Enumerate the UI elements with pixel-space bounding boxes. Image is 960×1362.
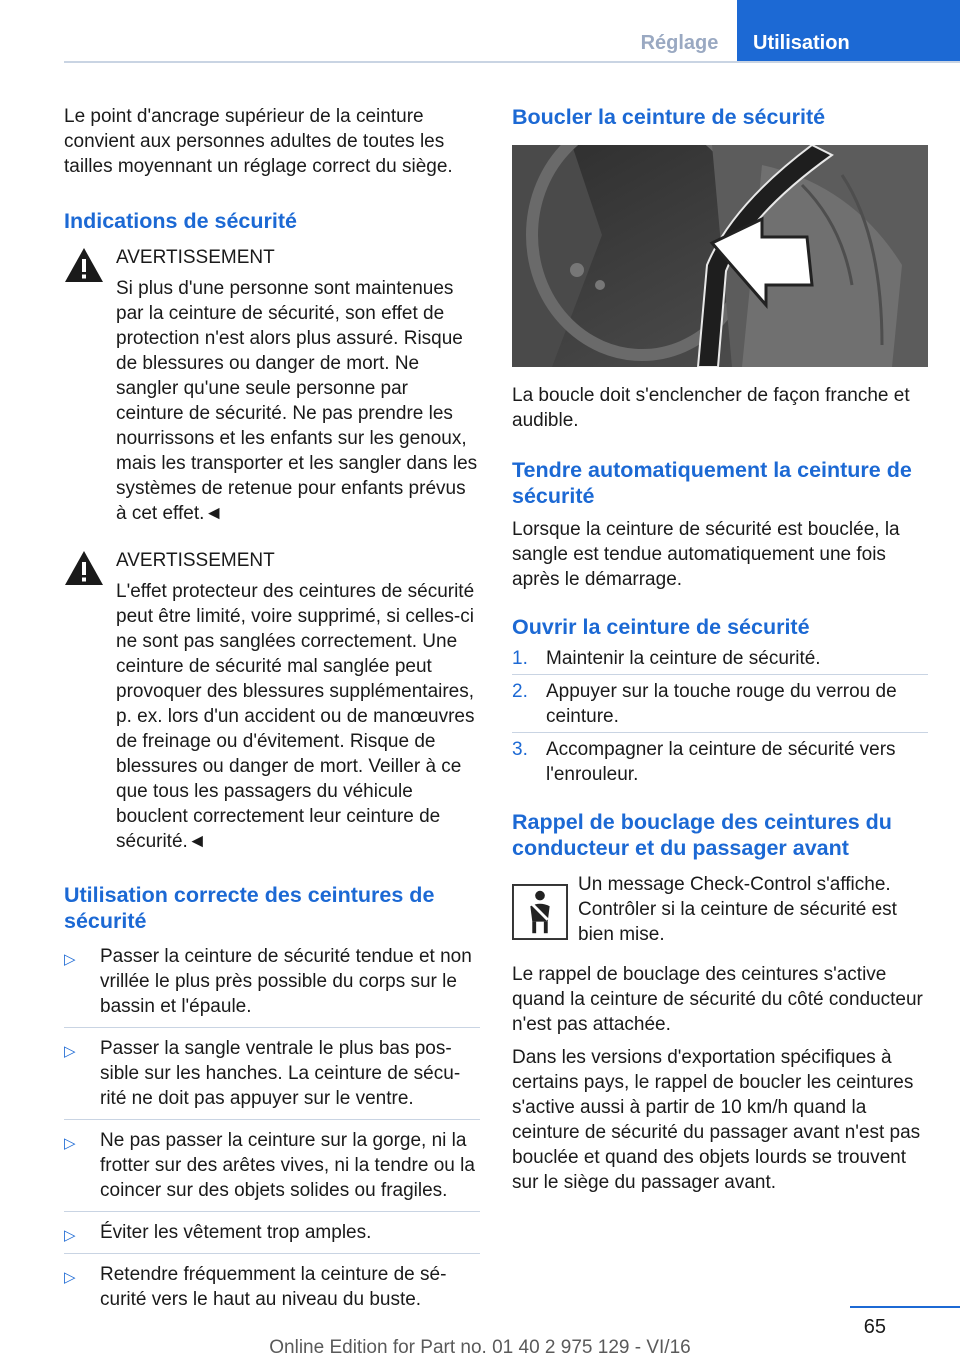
header-divider: [64, 61, 960, 63]
warning-1-text: Si plus d'une personne sont maintenues par la ceinture de sécurité, son effet de protection n'est alors plus assuré. Risque de blessures ou danger de mort. Ne sangler qu'une seule personne par ceinture de sécurité. Ne pas prendre les nourrissons et les enfants sur les genoux, mais les transporter et les sangler dans les systèmes de retenue pour enfants prévus à cet effet.◄: [116, 278, 478, 524]
warning-2-title: AVERTISSEMENT: [116, 550, 275, 571]
tab-reglage[interactable]: Réglage: [640, 32, 719, 54]
tab-utilisation[interactable]: Utilisation: [737, 0, 960, 62]
warning-1: [64, 245, 480, 526]
seatbelt-reminder-icon: [512, 884, 568, 940]
list-item: 1. Maintenir la ceinture de sécurité.: [512, 642, 928, 675]
list-item: ▷ Éviter les vêtement trop amples.: [64, 1212, 480, 1254]
warning-2: [64, 548, 480, 854]
left-column: [64, 100, 480, 1321]
warning-triangle-icon: [64, 550, 104, 586]
footer-rule: [850, 1306, 960, 1308]
seatbelt-buckle-photo: [512, 145, 928, 367]
tension-heading: Tendre automatiquement la ceinture de sécurité: [512, 458, 912, 508]
list-item: ▷ Retendre fréquemment la ceinture de sécurité vers le haut au niveau du buste.: [64, 1264, 447, 1310]
reminder-note: [512, 872, 928, 956]
open-heading: Ouvrir la ceinture de sécurité: [512, 615, 810, 639]
right-column: [512, 100, 928, 1195]
reminder-paragraph-1: Le rappel de bouclage des ceintures s'active quand la ceinture de sécurité du côté conducteur n'est pas attachée.: [512, 964, 923, 1035]
bullet-arrow-icon: ▷: [64, 951, 76, 968]
warning-2-text: L'effet protecteur des ceintures de sécurité peut être limité, voire supprimé, si celles-ci ne sont pas sanglées correctement. Une ceinture de sécurité mal sanglée peut provoquer des blessures supplémentaires, p. ex. lors d'un accident ou de manœuvres de freinage ou d'évitement. Risque de blessures ou danger de mort. Veiller à ce que tous les passagers du véhicule bouclent correctement leur ceinture de sécurité.◄: [116, 581, 475, 852]
warning-triangle-icon: [64, 247, 104, 283]
warning-1-title: AVERTISSEMENT: [116, 247, 275, 268]
safety-heading: Indications de sécurité: [64, 209, 297, 233]
open-steps: [512, 642, 928, 791]
usage-heading: Utilisation correcte des ceintures de sécurité: [64, 883, 435, 933]
bullet-arrow-icon: ▷: [64, 1269, 76, 1286]
intro-paragraph: Le point d'ancrage supérieur de la ceinture convient aux personnes adultes de toutes les tailles moyennant un réglage correct du siège.: [64, 106, 453, 177]
list-item: 2. Appuyer sur la touche rouge du verrou de ceinture.: [512, 675, 928, 733]
buckle-heading: Boucler la ceinture de sécurité: [512, 105, 826, 129]
buckle-text: La boucle doit s'enclencher de façon franche et audible.: [512, 385, 910, 431]
list-item: ▷ Passer la ceinture de sécurité tendue et non vrillée le plus près possible du corps sur le bassin et l'épaule.: [64, 936, 480, 1028]
bullet-arrow-icon: ▷: [64, 1043, 76, 1060]
bullet-arrow-icon: ▷: [64, 1135, 76, 1152]
bullet-arrow-icon: ▷: [64, 1227, 76, 1244]
page-header: [0, 0, 960, 62]
list-item: ▷ Ne pas passer la ceinture sur la gorge, ni la frotter sur des arêtes vives, ni la tendre ou la coincer sur des objets solides ou fragiles.: [64, 1120, 480, 1212]
list-item: ▷ Passer la sangle ventrale le plus bas possible sur les hanches. La ceinture de sécurité ne doit pas appuyer sur le ventre.: [64, 1028, 480, 1120]
reminder-heading: Rappel de bouclage des ceintures du conducteur et du passager avant: [512, 810, 892, 860]
usage-list: [64, 936, 480, 1321]
tension-text: Lorsque la ceinture de sécurité est bouclée, la sangle est tendue automatiquement une fois après le démarrage.: [512, 519, 900, 590]
edition-footer: Online Edition for Part no. 01 40 2 975 129 - VI/16: [269, 1337, 691, 1358]
reminder-paragraph-2: Dans les versions d'exportation spécifiques à certains pays, le rappel de boucler les ceintures s'active aussi à partir de 10 km/h quand la ceinture de sécurité du passager avant n'est pas bouclée et quand des objets lourds se trouvent sur le siège du passager avant.: [512, 1047, 921, 1193]
page-number: 65: [863, 1316, 886, 1338]
list-item: 3. Accompagner la ceinture de sécurité vers l'enrouleur.: [512, 739, 896, 785]
reminder-box-text: Un message Check-Control s'affiche. Contrôler si la ceinture de sécurité est bien mise.: [578, 874, 897, 945]
